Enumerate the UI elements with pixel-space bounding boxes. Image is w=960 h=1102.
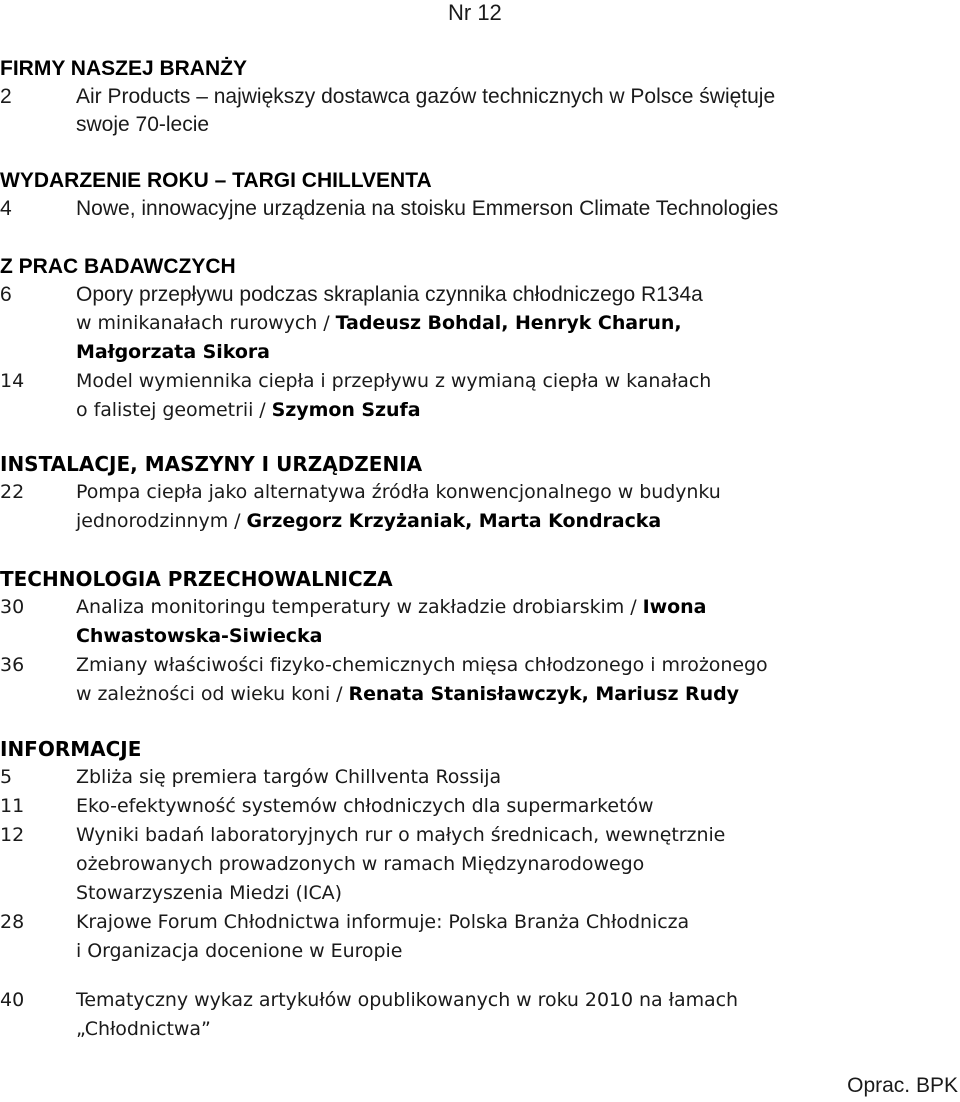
entry-title-line: Air Products – największy dostawca gazów technicznych w Polsce świętuje (76, 85, 776, 108)
entry-title-line: i Organizacja docenione w Europie (76, 940, 403, 962)
entry-title: Opory przepływu podczas skraplania czynnika chłodniczego R134a (76, 283, 703, 306)
entry-title-line: Wyniki badań laboratoryjnych rur o małych średnicach, wewnętrznie (76, 824, 726, 846)
toc-entry (0, 478, 960, 536)
toc-entry (0, 821, 960, 908)
entry-title: Zbliża się premiera targów Chillventa Rossija (76, 766, 502, 788)
section-installations (0, 450, 960, 536)
entry-title-line: ożebrowanych prowadzonych w ramach Międzynarodowego (76, 853, 645, 875)
page-number: 28 (0, 911, 25, 933)
entry-title-line: Model wymiennika ciepła i przepływu z wymianą ciepła w kanałach (76, 370, 712, 392)
page-number: 6 (0, 283, 12, 306)
entry-title-line: Zmiany właściwości fizyko-chemicznych mięsa chłodzonego i mrożonego (76, 654, 768, 676)
toc-entry (0, 281, 960, 309)
entry-title (76, 821, 960, 908)
issue-number: Nr 12 (448, 0, 502, 25)
section-heading: Z PRAC BADAWCZYCH (0, 255, 236, 278)
entry-title-line (76, 507, 960, 536)
entry-title (76, 478, 960, 536)
entry-authors: Szymon Szufa (271, 399, 421, 421)
entry-title (76, 309, 960, 367)
section-storage-technology (0, 565, 960, 709)
page-number: 11 (0, 795, 25, 817)
entry-authors: Grzegorz Krzyżaniak, Marta Kondracka (246, 510, 662, 532)
toc-entry-continuation (0, 309, 960, 367)
section-companies (0, 55, 960, 139)
section-event-of-year (0, 167, 960, 223)
page-number: 40 (0, 989, 25, 1011)
entry-authors: Tadeusz Bohdal, Henryk Charun, (335, 312, 682, 334)
entry-authors: Renata Stanisławczyk, Mariusz Rudy (348, 683, 739, 705)
entry-title (76, 651, 960, 709)
toc-entry (0, 986, 960, 1044)
entry-title-text: w zależności od wieku koni / (76, 683, 349, 705)
entry-title-line (76, 396, 960, 425)
entry-title: Eko-efektywność systemów chłodniczych dla supermarketów (76, 795, 654, 817)
entry-title-text: w minikanałach rurowych / (76, 312, 336, 334)
toc-entry (0, 593, 960, 651)
entry-title (76, 367, 960, 425)
page-number: 30 (0, 596, 25, 618)
entry-title-line: „Chłodnictwa” (76, 1018, 211, 1040)
toc-entry (0, 908, 960, 966)
section-heading: INFORMACJE (0, 737, 142, 761)
entry-title-text: Analiza monitoringu temperatury w zakładzie drobiarskim / (76, 596, 643, 618)
toc-entry (0, 763, 960, 792)
entry-title (76, 593, 960, 651)
section-heading: WYDARZENIE ROKU – TARGI CHILLVENTA (0, 169, 432, 192)
entry-title (76, 908, 960, 966)
entry-title-text: o falistej geometrii / (76, 399, 272, 421)
section-heading: FIRMY NASZEJ BRANŻY (0, 57, 247, 80)
entry-authors: Małgorzata Sikora (76, 341, 270, 363)
entry-title: Nowe, innowacyjne urządzenia na stoisku Emmerson Climate Technologies (76, 197, 779, 220)
page-number: 4 (0, 197, 12, 220)
entry-title-line: Stowarzyszenia Miedzi (ICA) (76, 882, 342, 904)
entry-title-line: Tematyczny wykaz artykułów opublikowanych w roku 2010 na łamach (76, 989, 739, 1011)
entry-title-line: Pompa ciepła jako alternatywa źródła konwencjonalnego w budynku (76, 481, 721, 503)
page-number: 22 (0, 481, 25, 503)
toc-entry (0, 367, 960, 425)
page-number: 2 (0, 85, 12, 108)
prepared-by: Oprac. BPK (847, 1074, 958, 1097)
entry-title (76, 83, 960, 139)
entry-title (76, 986, 960, 1044)
section-information (0, 735, 960, 966)
entry-title-line (76, 593, 960, 622)
entry-title-line (76, 680, 960, 709)
entry-authors: Chwastowska-Siwiecka (76, 625, 323, 647)
page-number: 36 (0, 654, 25, 676)
entry-title-text: jednorodzinnym / (76, 510, 247, 532)
section-heading: TECHNOLOGIA PRZECHOWALNICZA (0, 567, 393, 591)
section-heading: INSTALACJE, MASZYNY I URZĄDZENIA (0, 452, 423, 476)
toc-entry (0, 651, 960, 709)
section-research (0, 253, 960, 425)
entry-title-line: swoje 70-lecie (76, 113, 210, 136)
toc-entry (0, 792, 960, 821)
section-thematic-index (0, 986, 960, 1044)
entry-title-line: Krajowe Forum Chłodnictwa informuje: Polska Branża Chłodnicza (76, 911, 690, 933)
entry-authors: Iwona (642, 596, 707, 618)
entry-title-line (76, 309, 960, 338)
page-number: 14 (0, 370, 25, 392)
toc-entry (0, 83, 960, 139)
page-number: 5 (0, 766, 13, 788)
page-number: 12 (0, 824, 25, 846)
toc-entry (0, 195, 960, 223)
